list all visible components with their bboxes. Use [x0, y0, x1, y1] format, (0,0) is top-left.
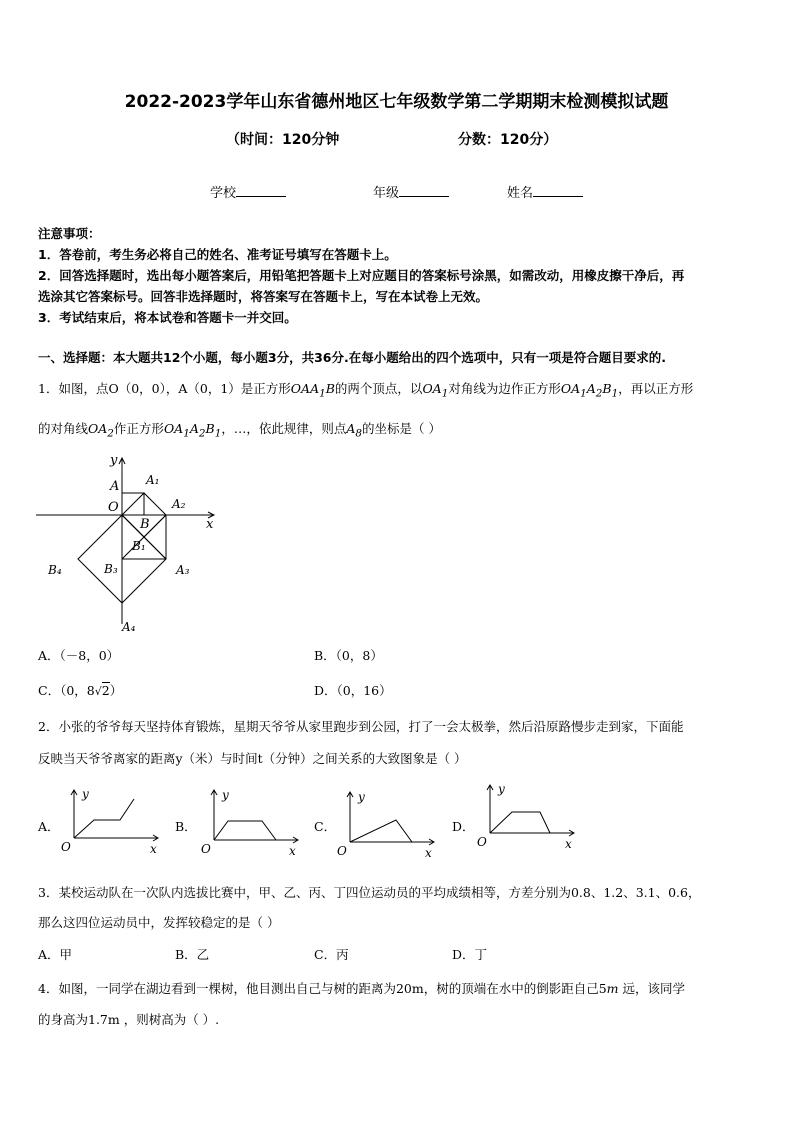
q1-line1: 1．如图，点O（0，0），A（0，1）是正方形$OAA_1B$的两个顶点，以$OA_1$对角线为边作正方形$OA_1A_2B_1$，再以正方形: [38, 381, 694, 400]
q2c-x-label: x: [425, 846, 432, 859]
school-field: 学校: [210, 182, 286, 201]
time-label: （时间：120分钟: [226, 132, 340, 148]
q2d-o-label: O: [477, 835, 487, 849]
fig-x-label: x: [206, 517, 214, 532]
fig-b4-label: B₄: [48, 563, 62, 577]
fig-b3-label: B₃: [104, 562, 118, 576]
q4-line1: 4．如图，一同学在湖边看到一棵树，他目测出自己与树的距离为20m，树的顶端在水中的倒影距自己5m 远，该同学: [38, 981, 686, 996]
q2a-x-label: x: [150, 842, 157, 856]
q2-graph-b: [198, 785, 303, 857]
q1-line2: 的对角线$OA_2$作正方形$OA_1A_2B_1$，…，依此规律，则点$A_8$的坐标是（ ）: [38, 421, 441, 440]
q2b-x-label: x: [289, 844, 296, 857]
q2b-o-label: O: [201, 842, 211, 856]
fig-o-label: O: [108, 500, 119, 515]
section-heading: 一、选择题：本大题共12个小题，每小题3分，共36分.在每小题给出的四个选项中，只有一项是符合题目要求的.: [38, 350, 666, 365]
q2c-y-label: y: [358, 790, 365, 804]
q2c-o-label: O: [337, 844, 347, 858]
fig-b1-label: B₁: [132, 539, 146, 553]
q4-line2: 的身高为1.7m ，则树高为（ ）.: [38, 1012, 220, 1027]
q2-option-b[interactable]: B．: [175, 819, 197, 834]
grade-field: 年级: [373, 182, 449, 201]
q2a-y-label: y: [82, 787, 89, 801]
fig-a3-label: A₃: [176, 563, 190, 577]
q1-option-a[interactable]: A．（－8，0）: [38, 648, 120, 663]
notes-item: 1．答卷前，考生务必将自己的姓名、准考证号填写在答题卡上。: [38, 247, 397, 262]
notes-item: 2．回答选择题时，选出每小题答案后，用铅笔把答题卡上对应题目的答案标号涂黑，如需改动，用橡皮擦干净后，再: [38, 268, 685, 283]
q2-line2: 反映当天爷爷离家的距离y（米）与时间t（分钟）之间关系的大致图象是（ ）: [38, 751, 467, 766]
q1-option-c[interactable]: C．（0，8√2）: [38, 683, 123, 698]
fig-a2-label: A₂: [172, 497, 186, 511]
notes-item: 3．考试结束后，将本试卷和答题卡一并交回。: [38, 310, 297, 325]
fig-y-label: y: [110, 453, 118, 468]
q3-option-b[interactable]: B．乙: [175, 947, 210, 962]
notes-item: 选涂其它答案标号。回答非选择题时，将答案写在答题卡上，写在本试卷上无效。: [38, 289, 489, 304]
notes-block: [38, 223, 758, 328]
q2d-x-label: x: [565, 837, 572, 851]
q3-line1: 3．某校运动队在一次队内选拔比赛中，甲、乙、丙、丁四位运动员的平均成绩相等，方差分别为0.8、1.2、3.1、0.6，: [38, 885, 701, 900]
q2-line1: 2．小张的爷爷每天坚持体育锻炼，星期天爷爷从家里跑步到公园，打了一会太极拳，然后沿原路慢步走到家，下面能: [38, 719, 684, 734]
q1-figure: [36, 452, 226, 637]
score-label: 分数：120分）: [458, 132, 558, 148]
name-field: 姓名: [507, 182, 583, 201]
fig-a-label: A: [110, 479, 120, 494]
q2-option-d[interactable]: D．: [452, 819, 475, 834]
q2-graph-a: [58, 785, 163, 857]
q2-graph-d: [474, 780, 579, 852]
q2-option-c[interactable]: C．: [314, 819, 337, 834]
notes-heading: 注意事项：: [38, 226, 101, 241]
q2b-y-label: y: [222, 788, 229, 802]
q1-option-d[interactable]: D．（0，16）: [314, 683, 392, 698]
page-title: 2022-2023学年山东省德州地区七年级数学第二学期期末检测模拟试题: [124, 92, 669, 112]
q3-line2: 那么这四位运动员中，发挥较稳定的是（ ）: [38, 915, 280, 930]
q2-graph-c: [334, 787, 439, 859]
q2-option-a[interactable]: A．: [38, 819, 60, 834]
q1-option-b[interactable]: B．（0，8）: [314, 648, 383, 663]
q3-option-a[interactable]: A．甲: [38, 947, 73, 962]
q3-option-c[interactable]: C．丙: [314, 947, 349, 962]
q2a-o-label: O: [61, 840, 71, 854]
q2d-y-label: y: [498, 782, 505, 796]
fig-b-label: B: [140, 517, 150, 532]
q3-option-d[interactable]: D．丁: [452, 947, 488, 962]
fig-a4-label: A₄: [122, 620, 136, 634]
fig-a1-label: A₁: [146, 473, 160, 487]
